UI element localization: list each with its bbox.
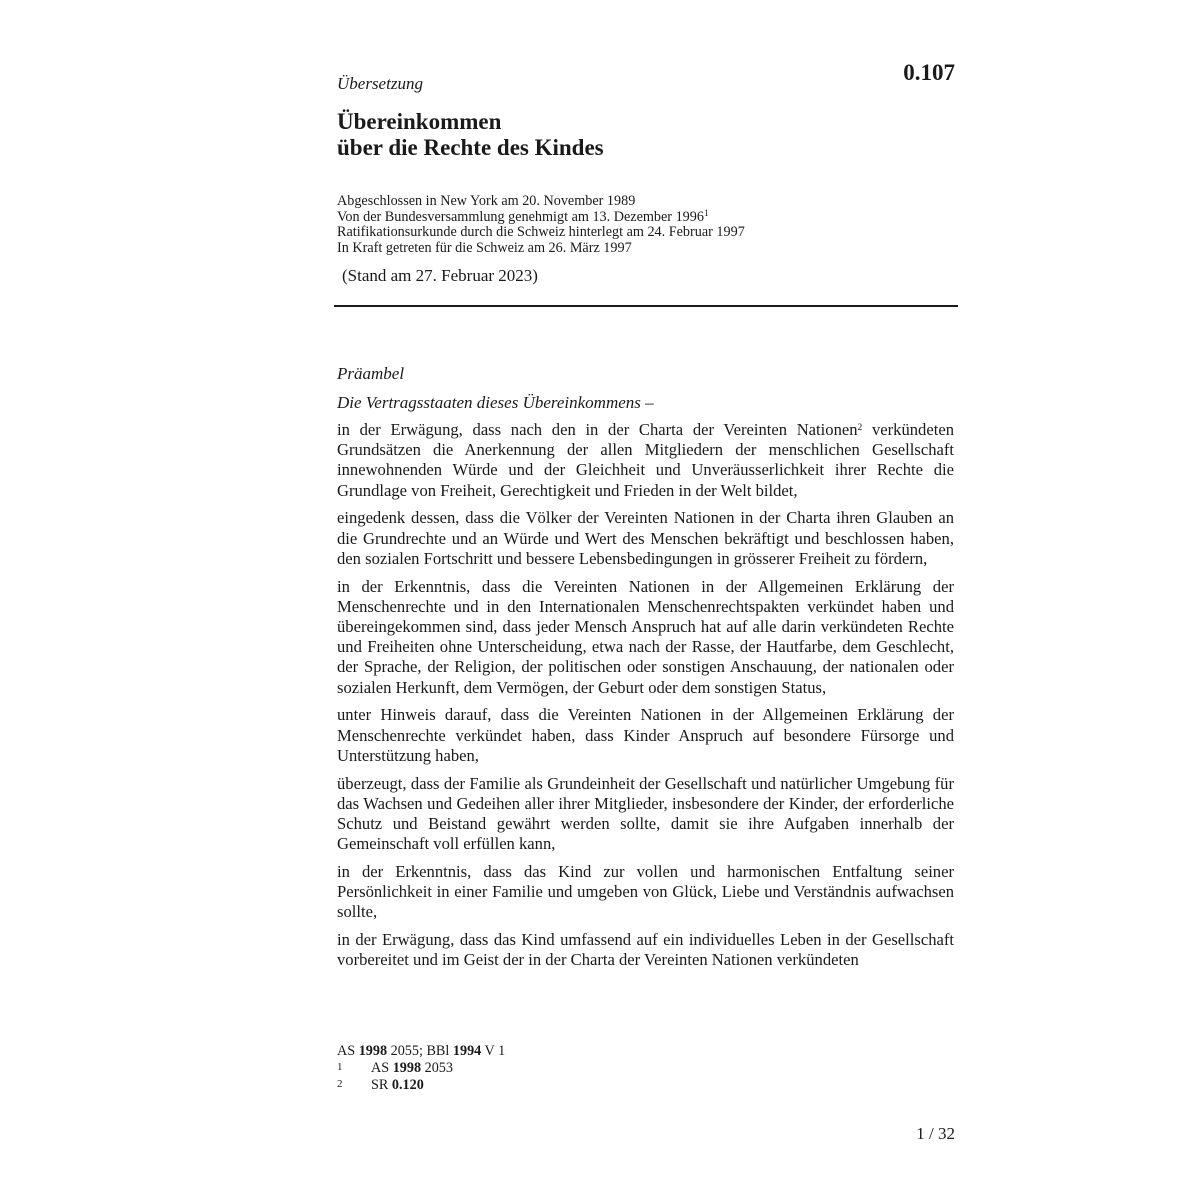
fn1-prefix: AS — [371, 1060, 393, 1076]
title-line-1: Übereinkommen — [337, 109, 502, 134]
document-title — [337, 109, 604, 161]
meta-approved-text: Von der Bundesversammlung genehmigt am 13. Dezember 1996 — [337, 208, 704, 225]
fn1-rest: 2053 — [421, 1060, 453, 1076]
preamble-paragraph-6: in der Erkenntnis, dass das Kind zur vollen und harmonischen Entfaltung seiner Persönlichkeit in einer Familie und umgeben von Glück, Liebe und Verständnis aufwachsen sollte, — [337, 862, 954, 922]
preamble-paragraph-3: in der Erkenntnis, dass die Vereinten Nationen in der Allgemeinen Erklärung der Menschenrechte und in den Internationalen Menschenrechtspakten verkündet haben und übereingekommen sind, dass jeder Mensch Anspruch hat auf alle darin verkündeten Rechte und Freiheiten ohne Unterscheidung, etwa nach der Rasse, der Hautfarbe, dem Geschlecht, der Sprache, der Religion, der politischen oder sonstigen Anschauung, der nationalen oder sozialen Herkunft, dem Vermögen, der Geburt oder dem sonstigen Status, — [337, 576, 954, 697]
header-divider — [334, 305, 958, 307]
preamble-paragraph-4: unter Hinweis darauf, dass die Vereinten Nationen in der Allgemeinen Erklärung der Menschenrechte verkündet haben, dass Kinder Anspruch auf besondere Fürsorge und Unterstützung haben, — [337, 705, 954, 765]
as-year: 1998 — [358, 1043, 388, 1059]
fn2-prefix: SR — [371, 1077, 392, 1093]
footnote-1-text[interactable] — [371, 1060, 453, 1077]
meta-approved — [337, 210, 745, 226]
footnote-ref-2[interactable]: 2 — [857, 423, 863, 433]
preamble-paragraph-7: in der Erwägung, dass das Kind umfassend auf ein individuelles Leben in der Gesellschaft vorbereitet und im Geist der in der Charta der Vereinten Nationen verkündeten — [337, 930, 954, 970]
treaty-metadata — [337, 194, 745, 256]
preamble-body — [337, 420, 954, 978]
footnotes — [337, 1043, 505, 1094]
title-line-2: über die Rechte des Kindes — [337, 135, 604, 160]
footnote-ref-1[interactable]: 1 — [703, 208, 709, 219]
footnote-2-number: 2 — [337, 1078, 343, 1090]
status-date: (Stand am 27. Februar 2023) — [342, 266, 538, 285]
as-mid: 2055; BBl — [387, 1043, 453, 1059]
preamble-paragraph-2: eingedenk dessen, dass die Völker der Vereinten Nationen in der Charta ihren Glauben an die Grundrechte und an Würde und Wert des Menschen bekräftigt und beschlossen haben, den sozialen Fortschritt und bessere Lebensbedingungen in grösserer Freiheit zu fördern, — [337, 508, 954, 568]
bbl-year: 1994 — [452, 1043, 482, 1059]
meta-ratification: Ratifikationsurkunde durch die Schweiz hinterlegt am 24. Februar 1997 — [337, 224, 745, 241]
source-reference — [337, 1043, 505, 1060]
meta-concluded: Abgeschlossen in New York am 20. November 1989 — [337, 193, 636, 209]
paragraph-1-text-a: in der Erwägung, dass nach den in der Charta der Vereinten Nationen — [337, 420, 858, 439]
footnote-1 — [337, 1060, 505, 1077]
preamble-paragraph-1 — [337, 420, 954, 501]
footnote-2-text[interactable] — [371, 1077, 424, 1094]
translation-label: Übersetzung — [337, 74, 423, 93]
fn2-sr-number: 0.120 — [391, 1077, 424, 1093]
paragraph-1-text-b: verkündeten Grundsätzen die Anerkennung der allen Mitgliedern der menschlichen Gesellschaft innewohnenden Würde und der Gleichheit und Unveräusserlichkeit ihrer Rechte die Grundlage von Freiheit, Gerechtigkeit und Frieden in der Welt bildet, — [337, 420, 954, 500]
meta-in-force: In Kraft getreten für die Schweiz am 26. März 1997 — [337, 239, 632, 256]
as-prefix: AS — [337, 1043, 359, 1059]
preamble-intro: Die Vertragsstaaten dieses Übereinkommens – — [337, 393, 654, 412]
sr-number: 0.107 — [903, 60, 955, 85]
page-number: 1 / 32 — [916, 1124, 955, 1143]
footnote-2 — [337, 1077, 505, 1094]
fn1-year: 1998 — [392, 1060, 422, 1076]
footnote-1-number: 1 — [337, 1061, 343, 1073]
preamble-title: Präambel — [337, 364, 405, 383]
bbl-rest: V 1 — [481, 1043, 506, 1059]
preamble-paragraph-5: überzeugt, dass der Familie als Grundeinheit der Gesellschaft und natürlicher Umgebung für das Wachsen und Gedeihen aller ihrer Mitglieder, insbesondere der Kinder, der erforderliche Schutz und Beistand gewährt werden sollte, damit sie ihre Aufgaben innerhalb der Gemeinschaft voll erfüllen kann, — [337, 773, 954, 854]
